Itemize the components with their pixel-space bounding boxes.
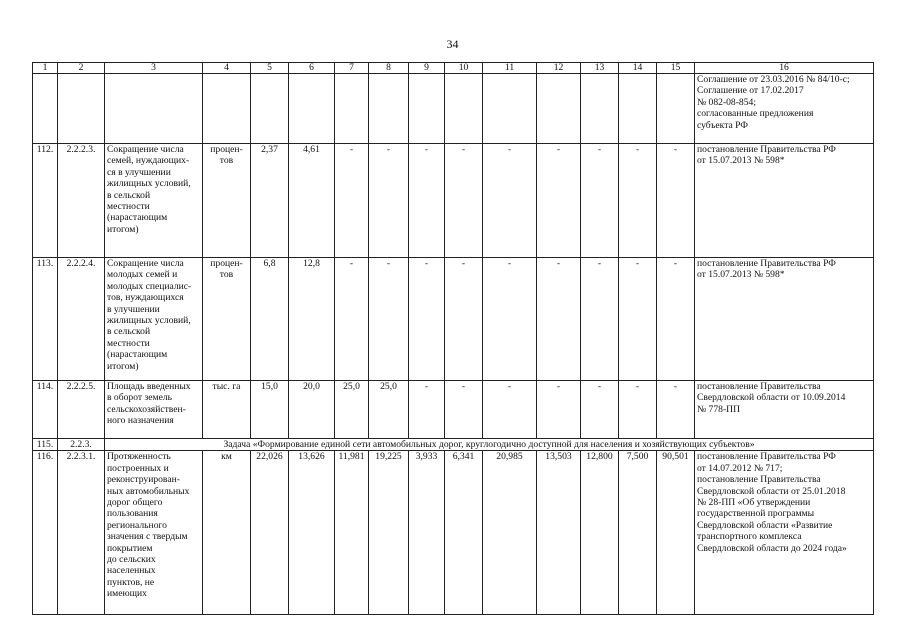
column-header: 4 bbox=[203, 63, 251, 74]
value-cell: - bbox=[619, 381, 657, 439]
row-number: 115. bbox=[33, 439, 58, 451]
indicator-name: Протяженность построенных и реконструирован- ных автомобильных дорог общего пользования регионального значения с твердым покрытием до сельских населенных пунктов, не имеющих bbox=[105, 451, 203, 615]
column-header: 1 bbox=[33, 63, 58, 74]
source-cell: Соглашение от 23.03.2016 № 84/10-с; Соглашение от 17.02.2017 № 082-08-854; согласованные предложения субъекта РФ bbox=[695, 74, 874, 144]
value-cell: - bbox=[537, 258, 581, 381]
value-cell: - bbox=[445, 381, 483, 439]
value-cell: - bbox=[409, 381, 445, 439]
value-cell: 20,0 bbox=[289, 381, 335, 439]
indicator-name: Площадь введенных в оборот земель сельскохозяйствен- ного назначения bbox=[105, 381, 203, 439]
column-header: 5 bbox=[251, 63, 289, 74]
row-code: 2.2.2.4. bbox=[58, 258, 105, 381]
value-cell: 2,37 bbox=[251, 144, 289, 258]
column-header: 10 bbox=[445, 63, 483, 74]
value-cell: - bbox=[483, 381, 537, 439]
page-number: 34 bbox=[446, 37, 459, 51]
value-cell: 7,500 bbox=[619, 451, 657, 615]
value-cell: - bbox=[657, 144, 695, 258]
row-code: 2.2.2.5. bbox=[58, 381, 105, 439]
column-header: 9 bbox=[409, 63, 445, 74]
unit-cell: км bbox=[203, 451, 251, 615]
value-cell: 12,8 bbox=[289, 258, 335, 381]
column-header: 13 bbox=[581, 63, 619, 74]
row-code: 2.2.3.1. bbox=[58, 451, 105, 615]
value-cell: 6,341 bbox=[445, 451, 483, 615]
table-row-continuation bbox=[33, 74, 874, 144]
value-cell: 25,0 bbox=[335, 381, 369, 439]
column-header: 2 bbox=[58, 63, 105, 74]
value-cell: - bbox=[369, 258, 409, 381]
column-header: 8 bbox=[369, 63, 409, 74]
column-header: 7 bbox=[335, 63, 369, 74]
value-cell: 12,800 bbox=[581, 451, 619, 615]
column-header: 12 bbox=[537, 63, 581, 74]
value-cell: - bbox=[445, 144, 483, 258]
row-number: 113. bbox=[33, 258, 58, 381]
value-cell: - bbox=[581, 144, 619, 258]
column-header: 3 bbox=[105, 63, 203, 74]
row-code: 2.2.3. bbox=[58, 439, 105, 451]
source-cell: постановление Правительства РФ от 15.07.2013 № 598* bbox=[695, 144, 874, 258]
indicator-name: Сокращение числа семей, нуждающих- ся в улучшении жилищных условий, в сельской местности (нарастающим итогом) bbox=[105, 144, 203, 258]
table-row bbox=[33, 381, 874, 439]
value-cell: - bbox=[445, 258, 483, 381]
value-cell: - bbox=[483, 144, 537, 258]
table-row-task bbox=[33, 439, 874, 451]
value-cell: - bbox=[537, 144, 581, 258]
value-cell: 13,626 bbox=[289, 451, 335, 615]
source-cell: постановление Правительства РФ от 14.07.2012 № 717; постановление Правительства Свердловской области от 25.01.2018 № 28-ПП «Об утверждении государственной программы Свердловской области «Развитие транспортного комплекса Свердловской области до 2024 года» bbox=[695, 451, 874, 615]
value-cell: 11,981 bbox=[335, 451, 369, 615]
value-cell: 20,985 bbox=[483, 451, 537, 615]
value-cell: 4,61 bbox=[289, 144, 335, 258]
table-row bbox=[33, 258, 874, 381]
source-cell: постановление Правительства Свердловской области от 10.09.2014 № 778-ПП bbox=[695, 381, 874, 439]
value-cell: - bbox=[619, 258, 657, 381]
value-cell: - bbox=[581, 258, 619, 381]
column-header: 14 bbox=[619, 63, 657, 74]
value-cell: - bbox=[619, 144, 657, 258]
table-row bbox=[33, 144, 874, 258]
value-cell: - bbox=[581, 381, 619, 439]
indicators-table bbox=[32, 62, 874, 615]
column-header: 16 bbox=[695, 63, 874, 74]
value-cell: - bbox=[335, 144, 369, 258]
value-cell: 15,0 bbox=[251, 381, 289, 439]
value-cell: - bbox=[409, 258, 445, 381]
unit-cell: процен- тов bbox=[203, 258, 251, 381]
table-row bbox=[33, 451, 874, 615]
value-cell: 25,0 bbox=[369, 381, 409, 439]
row-number: 116. bbox=[33, 451, 58, 615]
value-cell: - bbox=[483, 258, 537, 381]
unit-cell: тыс. га bbox=[203, 381, 251, 439]
row-number: 114. bbox=[33, 381, 58, 439]
value-cell: - bbox=[369, 144, 409, 258]
value-cell: - bbox=[657, 381, 695, 439]
column-header: 11 bbox=[483, 63, 537, 74]
value-cell: - bbox=[537, 381, 581, 439]
value-cell: 3,933 bbox=[409, 451, 445, 615]
value-cell: 6,8 bbox=[251, 258, 289, 381]
value-cell: 13,503 bbox=[537, 451, 581, 615]
unit-cell: процен- тов bbox=[203, 144, 251, 258]
value-cell: - bbox=[335, 258, 369, 381]
value-cell: 19,225 bbox=[369, 451, 409, 615]
value-cell: 22,026 bbox=[251, 451, 289, 615]
row-code: 2.2.2.3. bbox=[58, 144, 105, 258]
indicator-name: Сокращение числа молодых семей и молодых специалис- тов, нуждающихся в улучшении жилищных условий, в сельской местности (нарастающим итогом) bbox=[105, 258, 203, 381]
value-cell: - bbox=[409, 144, 445, 258]
value-cell: - bbox=[657, 258, 695, 381]
column-header: 15 bbox=[657, 63, 695, 74]
source-cell: постановление Правительства РФ от 15.07.2013 № 598* bbox=[695, 258, 874, 381]
task-title: Задача «Формирование единой сети автомобильных дорог, круглогодично доступной для населения и хозяйствующих субъектов» bbox=[105, 439, 874, 451]
row-number: 112. bbox=[33, 144, 58, 258]
value-cell: 90,501 bbox=[657, 451, 695, 615]
column-number-row bbox=[33, 63, 874, 74]
column-header: 6 bbox=[289, 63, 335, 74]
